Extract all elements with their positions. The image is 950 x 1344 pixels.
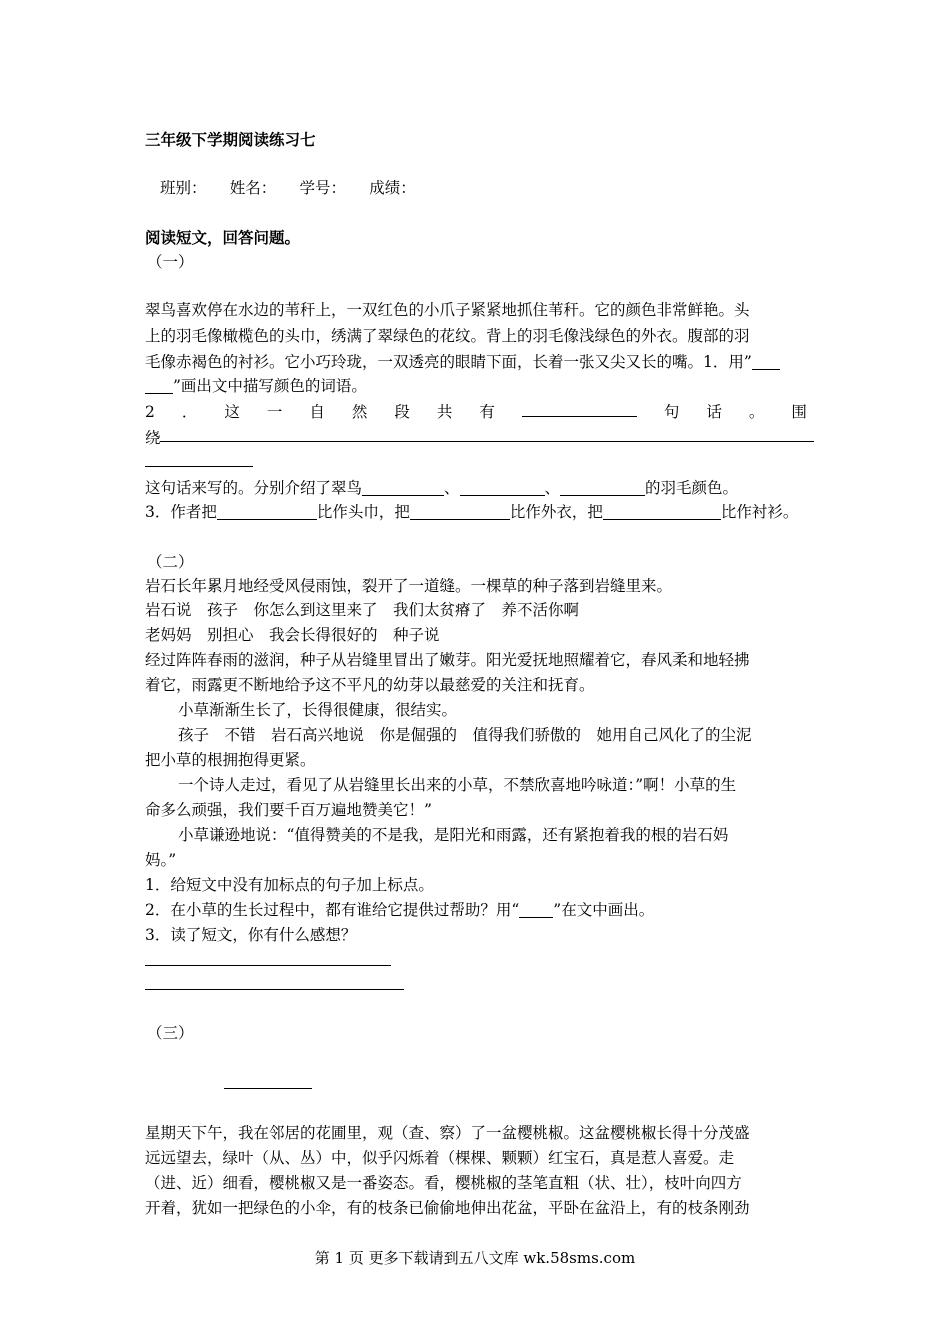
section-2-line: 把小草的根拥抱得更紧。 [145,751,316,769]
section-3-line: （进、近）细看，樱桃椒又是一番姿态。看，樱桃椒的茎笔直粗（状、壮），枝叶向四方 [145,1174,742,1192]
section-1-para-line: 翠鸟喜欢停在水边的苇秆上，一双红色的小爪子紧紧地抓住苇秆。它的颜色非常鲜艳。头 [145,301,750,319]
answer-blank[interactable] [145,377,173,394]
section-2-label: （二） [147,553,194,571]
section-2-question-3: 3．读了短文，你有什么感想？ [145,926,357,944]
answer-blank[interactable] [519,901,553,918]
section-3-line: 星期天下午，我在邻居的花圃里，观（查、察）了一盆樱桃椒。这盆樱桃椒长得十分茂盛 [145,1124,750,1142]
answer-blank[interactable] [362,479,444,496]
answer-blank[interactable] [603,503,721,520]
title-blank[interactable] [224,1088,312,1089]
answer-line[interactable] [145,466,253,467]
question-2-line: 2 ． 这 一 自 然 段 共 有 句 话 。 围 [145,400,807,424]
section-2-line: 一个诗人走过，看见了从岩缝里长出来的小草，不禁欣喜地吟咏道：”啊！小草的生 [178,776,737,794]
section-2-line: 小草谦逊地说：“值得赞美的不是我，是阳光和雨露，还有紧抱着我的根的岩石妈 [178,826,729,844]
answer-blank[interactable] [410,503,510,520]
answer-blank[interactable] [560,479,645,496]
answer-line[interactable] [145,965,391,966]
section-1-para-line: ”画出文中描写颜色的词语。 [145,374,817,398]
section-2-line: 经过阵阵春雨的滋润，种子从岩缝里冒出了嫩芽。阳光爱抚地照耀着它，春风柔和地轻拂 [145,651,750,669]
answer-blank[interactable] [217,503,317,520]
section-2-line: 命多么顽强，我们要千百万遍地赞美它！” [145,801,432,819]
section-3-line: 开着，犹如一把绿色的小伞，有的枝条已偷偷地伸出花盆，平卧在盆沿上，有的枝条刚劲 [145,1199,750,1217]
section-2-line: 老妈妈 别担心 我会长得很好的 种子说 [145,626,440,644]
section-3-line: 远远望去，绿叶（从、丛）中，似乎闪烁着（棵棵、颗颗）红宝石，真是惹人喜爱。走 [145,1149,735,1167]
section-2-question-2: 2．在小草的生长过程中，都有谁给它提供过帮助？用“ ”在文中画出。 [145,901,655,919]
section-2-line: 着它，雨露更不断地给予这不平凡的幼芽以最慈爱的关注和抚育。 [145,676,595,694]
answer-line[interactable] [145,989,404,990]
section-2-line: 妈。” [145,851,177,869]
section-2-line: 小草渐渐生长了，长得很健康，很结实。 [178,701,458,719]
question-3-line: 3．作者把 比作头巾，把 比作外衣，把 比作衬衫。 [145,503,799,521]
question-2-line: 绕 [145,429,161,447]
section-1-label: （一） [147,253,194,271]
section-2-line: 孩子 不错 岩石高兴地说 你是倔强的 值得我们骄傲的 她用自己风化了的尘泥 [178,726,752,744]
section-2-line: 岩石长年累月地经受风侵雨蚀，裂开了一道缝。一棵草的种子落到岩缝里来。 [145,577,673,595]
page-footer: 第 1 页 更多下载请到五八文库 wk.58sms.com [314,1249,636,1267]
section-2-question-1: 1．给短文中没有加标点的句子加上标点。 [145,876,434,894]
instruction: 阅读短文，回答问题。 [145,228,301,247]
page-title: 三年级下学期阅读练习七 [145,130,316,149]
answer-blank[interactable] [460,479,545,496]
answer-line[interactable] [160,441,814,442]
section-1-para-line: 毛像赤褐色的衬衫。它小巧玲珑，一双透亮的眼睛下面，长着一张又尖又长的嘴。1．用” [145,350,817,374]
answer-blank[interactable] [752,353,780,370]
answer-blank[interactable] [522,400,637,417]
question-2-line: 这句话来写的。分别介绍了翠鸟 、 、 的羽毛颜色。 [145,479,739,497]
section-1-para-line: 上的羽毛像橄榄色的头巾，绣满了翠绿色的花纹。背上的羽毛像浅绿色的外衣。腹部的羽 [145,327,750,345]
student-info-line: 班别： 姓名： 学号： 成绩： [160,179,416,197]
section-3-label: （三） [147,1024,194,1042]
section-2-line: 岩石说 孩子 你怎么到这里来了 我们太贫瘠了 养不活你啊 [145,601,580,619]
